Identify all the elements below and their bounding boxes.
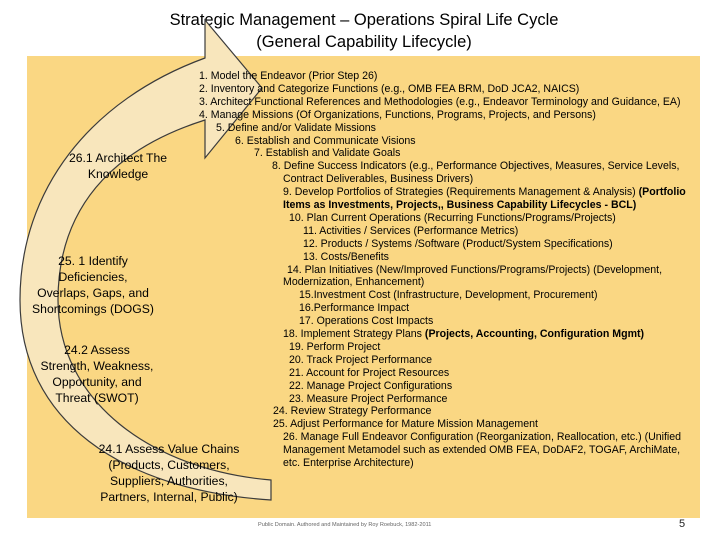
step-bold-text: (Portfolio — [638, 186, 686, 199]
step-line — [303, 238, 613, 251]
step-line — [283, 276, 424, 289]
step-text: 15.Investment Cost (Infrastructure, Development, Procurement) — [299, 289, 598, 302]
step-line — [283, 199, 636, 212]
step-text: 19. Perform Project — [289, 340, 381, 353]
step-line — [216, 122, 376, 135]
step-text: 18. Implement Strategy Plans — [283, 328, 425, 340]
step-text: 1. Model the Endeavor (Prior Step 26) — [199, 70, 378, 82]
step-text: Contract Deliverables, Business Drivers) — [283, 173, 474, 186]
step-line — [289, 367, 449, 380]
step-line — [289, 380, 452, 393]
step-line — [283, 173, 473, 186]
side-label-architect-knowledge: 26.1 Architect The Knowledge — [68, 151, 167, 181]
step-text: 5. Define and/or Validate Missions — [216, 121, 376, 134]
step-text: Modernization, Enhancement) — [283, 276, 425, 289]
footer-credit: Public Domain. Authored and Maintained by Roy Roebuck, 1982-2011 — [258, 522, 432, 528]
step-text: etc. Enterprise Architecture) — [283, 457, 414, 469]
step-line — [289, 393, 447, 406]
step-line — [254, 147, 400, 160]
step-line — [287, 264, 662, 277]
step-line — [283, 431, 681, 444]
step-line — [289, 341, 380, 354]
step-line — [289, 354, 432, 367]
step-line — [199, 96, 681, 109]
step-text: 25. Adjust Performance for Mature Mission Management — [273, 418, 538, 431]
step-line — [303, 251, 389, 264]
step-bold-text: (Projects, Accounting, Configuration Mgmt) — [424, 328, 645, 340]
step-line — [273, 418, 538, 431]
step-text: 20. Track Project Performance — [289, 353, 433, 366]
page-title: Strategic Management – Operations Spiral Life Cycle — [169, 11, 559, 29]
step-text: Management Metamodel such as extended OMB FEA, DoDAF2, TOGAF, ArchiMate, — [283, 444, 681, 457]
step-text: 9. Develop Portfolios of Strategies (Requirements Management & Analysis) — [283, 186, 639, 199]
step-text: 21. Account for Project Resources — [289, 366, 450, 379]
step-line — [283, 457, 414, 470]
step-line — [283, 186, 686, 199]
step-text: 16.Performance Impact — [299, 302, 410, 315]
step-line — [283, 444, 680, 457]
step-text: 4. Manage Missions (Of Organizations, Functions, Programs, Projects, and Persons) — [199, 108, 596, 121]
side-label-identify-dogs: 25. 1 Identify Deficiencies, Overlaps, Gaps, and Shortcomings (DOGS) — [32, 254, 154, 316]
step-text: 17. Operations Cost Impacts — [299, 315, 434, 328]
side-label-assess-swot: 24.2 Assess Strength, Weakness, Opportunity, and Threat (SWOT) — [40, 343, 154, 405]
step-text: 23. Measure Project Performance — [289, 392, 448, 405]
step-line — [199, 109, 596, 122]
page-number: 5 — [679, 518, 686, 530]
step-text: 22. Manage Project Configurations — [289, 379, 453, 392]
page-subtitle: (General Capability Lifecycle) — [256, 33, 472, 51]
step-line — [303, 225, 518, 238]
step-line — [299, 302, 409, 315]
step-line — [299, 315, 433, 328]
step-text: 12. Products / Systems /Software (Product/System Specifications) — [303, 237, 613, 250]
step-line — [289, 212, 616, 225]
step-text: 8. Define Success Indicators (e.g., Performance Objectives, Measures, Service Levels, — [272, 160, 680, 173]
step-line — [299, 289, 598, 302]
step-line — [235, 135, 416, 148]
step-line — [199, 83, 579, 96]
step-line — [272, 160, 679, 173]
step-text: 14. Plan Initiatives (New/Improved Functions/Programs/Projects) (Development, — [287, 263, 663, 276]
step-text: 3. Architect Functional References and Methodologies (e.g., Endeavor Terminology and Guidance, EA) — [199, 95, 681, 108]
step-line — [283, 328, 644, 341]
step-text: 24. Review Strategy Performance — [273, 405, 432, 418]
step-text: 6. Establish and Communicate Visions — [235, 134, 416, 147]
step-line — [273, 405, 431, 418]
side-label-value-chains: 24.1 Assess Value Chains (Products, Customers, Suppliers, Authorities, Partners, Internal, Public) — [98, 442, 240, 504]
step-text: 11. Activities / Services (Performance Metrics) — [303, 224, 519, 237]
step-text: 26. Manage Full Endeavor Configuration (Reorganization, Reallocation, etc.) (Unified — [283, 431, 682, 444]
step-bold-text: Items as Investments, Projects,, Business Capability Lifecycles - BCL) — [283, 199, 637, 211]
step-text: 13. Costs/Benefits — [303, 250, 389, 263]
step-line — [199, 70, 377, 83]
step-text: 7. Establish and Validate Goals — [254, 147, 401, 160]
step-text: 10. Plan Current Operations (Recurring Functions/Programs/Projects) — [289, 211, 616, 224]
step-text: 2. Inventory and Categorize Functions (e.g., OMB FEA BRM, DoD JCA2, NAICS) — [199, 82, 580, 95]
